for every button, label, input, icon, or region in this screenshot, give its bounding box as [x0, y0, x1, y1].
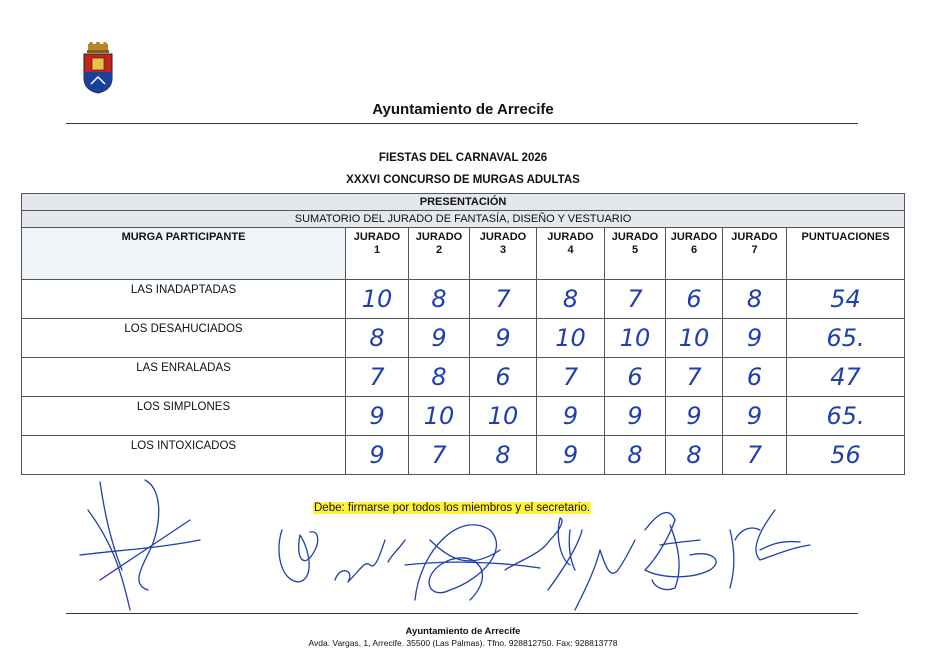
judge-score: 6: [470, 358, 537, 397]
band-presentation-label: PRESENTACIÓN: [22, 194, 905, 211]
judge-score: 9: [723, 397, 787, 436]
table-row: [22, 436, 905, 475]
judge-score: 9: [666, 397, 723, 436]
scores-table: [21, 193, 905, 475]
table-band-presentation: [22, 194, 905, 211]
judge-score: 6: [723, 358, 787, 397]
total-score: 65.: [787, 397, 905, 436]
signature-6: [575, 540, 635, 610]
signature-7: [645, 513, 716, 590]
judge-score: 7: [605, 280, 666, 319]
participant-name: LOS INTOXICADOS: [22, 436, 346, 475]
contest-title: XXXVI CONCURSO DE MURGAS ADULTAS: [346, 174, 580, 186]
col-header-total: PUNTUACIONES: [787, 228, 905, 280]
total-score: 47: [787, 358, 905, 397]
judge-score: 7: [409, 436, 470, 475]
signature-2: [279, 530, 318, 582]
judge-score: 9: [537, 397, 605, 436]
judge-score: 8: [723, 280, 787, 319]
header-divider: [66, 123, 858, 124]
page-title: Ayuntamiento de Arrecife: [372, 101, 554, 118]
table-band-jury: [22, 211, 905, 228]
total-score: 56: [787, 436, 905, 475]
table-row: [22, 319, 905, 358]
participant-name: LOS DESAHUCIADOS: [22, 319, 346, 358]
judge-score: 6: [605, 358, 666, 397]
table-header-row: [22, 228, 905, 280]
judge-score: 9: [346, 436, 409, 475]
judge-score: 7: [346, 358, 409, 397]
footer-organization: Ayuntamiento de Arrecife: [405, 626, 521, 637]
judge-score: 8: [605, 436, 666, 475]
col-header-judge-4: JURADO 4: [537, 228, 605, 280]
judge-score: 8: [346, 319, 409, 358]
judge-score: 8: [409, 358, 470, 397]
table-row: [22, 358, 905, 397]
signature-instruction: Debe: firmarse por todos los miembros y el secretario.: [314, 502, 591, 514]
judge-score: 7: [666, 358, 723, 397]
total-score: 54: [787, 280, 905, 319]
col-header-judge-7: JURADO 7: [723, 228, 787, 280]
judge-score: 8: [537, 280, 605, 319]
col-header-judge-2: JURADO 2: [409, 228, 470, 280]
judge-score: 6: [666, 280, 723, 319]
judge-score: 10: [605, 319, 666, 358]
judge-score: 10: [346, 280, 409, 319]
judge-score: 10: [666, 319, 723, 358]
col-header-judge-6: JURADO 6: [666, 228, 723, 280]
footer-address: Avda. Vargas, 1, Arrecife. 35500 (Las Palmas). Tfno. 928812750. Fax: 928813778: [308, 638, 618, 648]
participant-name: LAS ENRALADAS: [22, 358, 346, 397]
judge-score: 9: [470, 319, 537, 358]
event-title: FIESTAS DEL CARNAVAL 2026: [378, 152, 548, 164]
judge-score: 7: [537, 358, 605, 397]
band-jury-label: SUMATORIO DEL JURADO DE FANTASÍA, DISEÑO Y VESTUARIO: [22, 211, 905, 228]
judge-score: 8: [666, 436, 723, 475]
col-header-participant: MURGA PARTICIPANTE: [22, 228, 346, 280]
signature-1: [80, 480, 200, 610]
judge-score: 8: [409, 280, 470, 319]
signature-5: [505, 518, 582, 590]
col-header-judge-5: JURADO 5: [605, 228, 666, 280]
judge-score: 9: [723, 319, 787, 358]
judge-score: 7: [470, 280, 537, 319]
judge-score: 10: [470, 397, 537, 436]
judge-score: 9: [605, 397, 666, 436]
signatures-area: [70, 470, 830, 625]
participant-name: LAS INADAPTADAS: [22, 280, 346, 319]
table-row: [22, 397, 905, 436]
judge-score: 8: [470, 436, 537, 475]
col-header-judge-1: JURADO 1: [346, 228, 409, 280]
footer-divider: [66, 613, 858, 614]
col-header-judge-3: JURADO 3: [470, 228, 537, 280]
judge-score: 10: [409, 397, 470, 436]
total-score: 65.: [787, 319, 905, 358]
signature-3: [335, 540, 405, 582]
judge-score: 9: [346, 397, 409, 436]
judge-score: 9: [537, 436, 605, 475]
judge-score: 10: [537, 319, 605, 358]
coat-of-arms-icon: [80, 42, 116, 94]
table-row: [22, 280, 905, 319]
judge-score: 9: [409, 319, 470, 358]
participant-name: LOS SIMPLONES: [22, 397, 346, 436]
signature-8: [730, 510, 810, 588]
judge-score: 7: [723, 436, 787, 475]
